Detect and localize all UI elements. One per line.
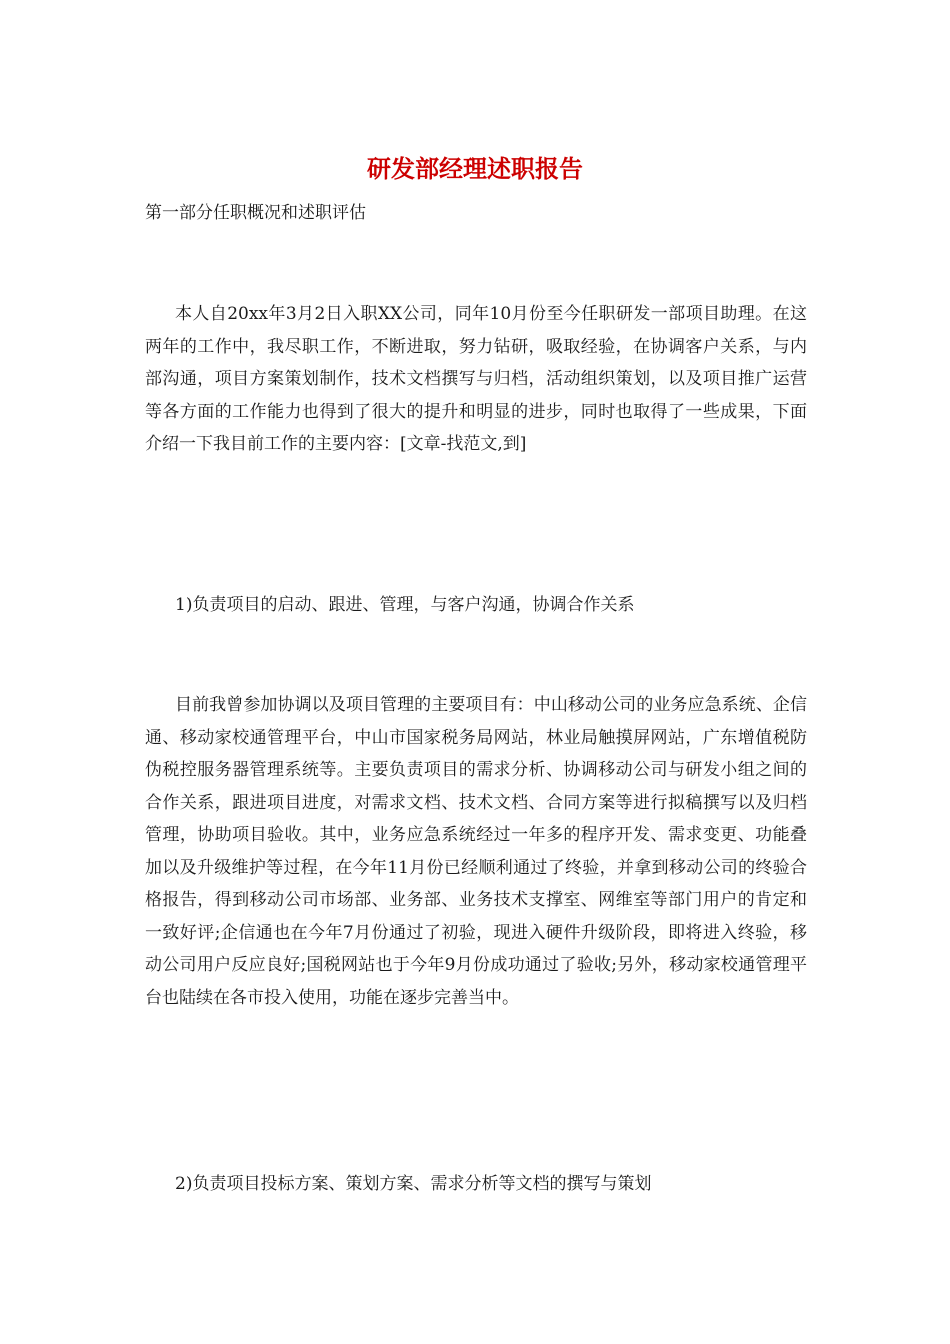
document-title: 研发部经理述职报告 — [367, 154, 583, 183]
item-heading-2: 2)负责项目投标方案、策划方案、需求分析等文档的撰写与策划 — [175, 1174, 652, 1194]
item-heading-1: 1)负责项目的启动、跟进、管理，与客户沟通，协调合作关系 — [175, 595, 635, 615]
section-heading: 第一部分任职概况和述职评估 — [145, 203, 366, 223]
intro-paragraph: 本人自20xx年3月2日入职XX公司，同年10月份至今任职研发一部项目助理。在这两年的工作中，我尽职工作，不断进取，努力钻研，吸取经验，在协调客户关系，与内部沟通，项目方案策划制作，技术文档撰写与归档，活动组织策划，以及项目推广运营等各方面的工作能力也得到了很大的提升和明显的进步，同时也取得了一些成果，下面介绍一下我目前工作的主要内容：[文章-找范文,到] — [145, 304, 807, 454]
projects-paragraph: 目前我曾参加协调以及项目管理的主要项目有：中山移动公司的业务应急系统、企信通、移动家校通管理平台，中山市国家税务局网站，林业局触摸屏网站，广东增值税防伪税控服务器管理系统等。主要负责项目的需求分析、协调移动公司与研发小组之间的合作关系，跟进项目进度，对需求文档、技术文档、合同方案等进行拟稿撰写以及归档管理，协助项目验收。其中，业务应急系统经过一年多的程序开发、需求变更、功能叠加以及升级维护等过程，在今年11月份已经顺利通过了终验，并拿到移动公司的终验合格报告，得到移动公司市场部、业务部、业务技术支撑室、网维室等部门用户的肯定和一致好评;企信通也在今年7月份通过了初验，现进入硬件升级阶段，即将进入终验，移动公司用户反应良好;国税网站也于今年9月份成功通过了验收;另外，移动家校通管理平台也陆续在各市投入使用，功能在逐步完善当中。 — [145, 695, 807, 1008]
